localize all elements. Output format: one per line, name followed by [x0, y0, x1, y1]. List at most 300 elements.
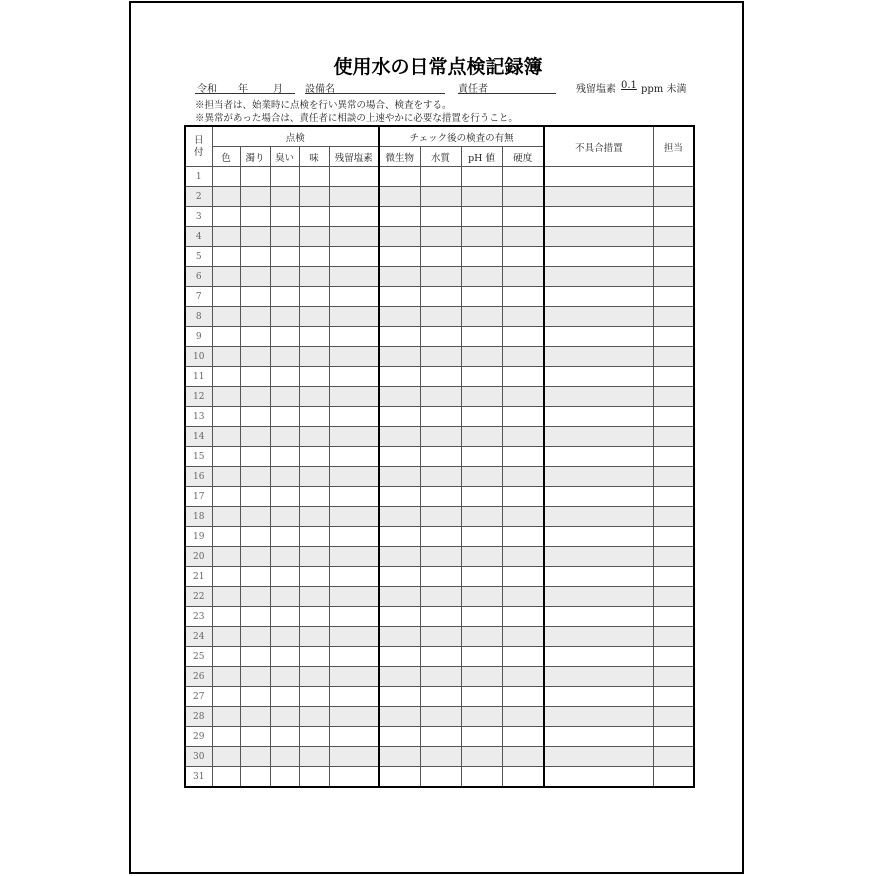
- entry-cell[interactable]: [544, 207, 653, 227]
- entry-cell[interactable]: [270, 487, 299, 507]
- entry-cell[interactable]: [420, 207, 461, 227]
- entry-cell[interactable]: [544, 347, 653, 367]
- entry-cell[interactable]: [212, 627, 240, 647]
- entry-cell[interactable]: [212, 747, 240, 767]
- entry-cell[interactable]: [299, 207, 329, 227]
- entry-cell[interactable]: [653, 727, 694, 747]
- entry-cell[interactable]: [544, 627, 653, 647]
- entry-cell[interactable]: [270, 427, 299, 447]
- entry-cell[interactable]: [240, 327, 270, 347]
- entry-cell[interactable]: [240, 767, 270, 788]
- entry-cell[interactable]: [653, 467, 694, 487]
- entry-cell[interactable]: [212, 167, 240, 187]
- entry-cell[interactable]: [502, 407, 544, 427]
- entry-cell[interactable]: [420, 167, 461, 187]
- entry-cell[interactable]: [544, 487, 653, 507]
- entry-cell[interactable]: [379, 687, 420, 707]
- entry-cell[interactable]: [653, 747, 694, 767]
- entry-cell[interactable]: [270, 507, 299, 527]
- entry-cell[interactable]: [420, 327, 461, 347]
- entry-cell[interactable]: [420, 647, 461, 667]
- entry-cell[interactable]: [461, 707, 502, 727]
- entry-cell[interactable]: [270, 627, 299, 647]
- entry-cell[interactable]: [299, 307, 329, 327]
- entry-cell[interactable]: [329, 687, 379, 707]
- entry-cell[interactable]: [240, 647, 270, 667]
- entry-cell[interactable]: [240, 447, 270, 467]
- entry-cell[interactable]: [212, 567, 240, 587]
- entry-cell[interactable]: [544, 747, 653, 767]
- entry-cell[interactable]: [329, 347, 379, 367]
- entry-cell[interactable]: [329, 247, 379, 267]
- entry-cell[interactable]: [653, 527, 694, 547]
- entry-cell[interactable]: [379, 347, 420, 367]
- entry-cell[interactable]: [502, 387, 544, 407]
- entry-cell[interactable]: [212, 207, 240, 227]
- entry-cell[interactable]: [544, 247, 653, 267]
- entry-cell[interactable]: [212, 367, 240, 387]
- entry-cell[interactable]: [270, 667, 299, 687]
- entry-cell[interactable]: [502, 747, 544, 767]
- entry-cell[interactable]: [379, 567, 420, 587]
- entry-cell[interactable]: [379, 507, 420, 527]
- entry-cell[interactable]: [379, 667, 420, 687]
- entry-cell[interactable]: [379, 707, 420, 727]
- entry-cell[interactable]: [653, 647, 694, 667]
- entry-cell[interactable]: [653, 367, 694, 387]
- entry-cell[interactable]: [270, 347, 299, 367]
- entry-cell[interactable]: [502, 767, 544, 788]
- entry-cell[interactable]: [544, 407, 653, 427]
- entry-cell[interactable]: [544, 167, 653, 187]
- entry-cell[interactable]: [502, 547, 544, 567]
- entry-cell[interactable]: [240, 367, 270, 387]
- entry-cell[interactable]: [270, 267, 299, 287]
- entry-cell[interactable]: [544, 707, 653, 727]
- entry-cell[interactable]: [379, 747, 420, 767]
- entry-cell[interactable]: [329, 467, 379, 487]
- entry-cell[interactable]: [461, 547, 502, 567]
- entry-cell[interactable]: [240, 507, 270, 527]
- entry-cell[interactable]: [544, 587, 653, 607]
- entry-cell[interactable]: [420, 307, 461, 327]
- entry-cell[interactable]: [379, 487, 420, 507]
- manager-field-line[interactable]: [458, 93, 556, 94]
- entry-cell[interactable]: [212, 427, 240, 447]
- entry-cell[interactable]: [653, 607, 694, 627]
- entry-cell[interactable]: [212, 547, 240, 567]
- entry-cell[interactable]: [420, 547, 461, 567]
- entry-cell[interactable]: [502, 607, 544, 627]
- entry-cell[interactable]: [544, 187, 653, 207]
- facility-field-line[interactable]: [305, 93, 445, 94]
- entry-cell[interactable]: [329, 167, 379, 187]
- entry-cell[interactable]: [502, 727, 544, 747]
- entry-cell[interactable]: [420, 747, 461, 767]
- entry-cell[interactable]: [544, 507, 653, 527]
- entry-cell[interactable]: [420, 447, 461, 467]
- entry-cell[interactable]: [544, 447, 653, 467]
- entry-cell[interactable]: [212, 587, 240, 607]
- entry-cell[interactable]: [240, 667, 270, 687]
- entry-cell[interactable]: [270, 607, 299, 627]
- entry-cell[interactable]: [653, 347, 694, 367]
- entry-cell[interactable]: [653, 667, 694, 687]
- entry-cell[interactable]: [420, 627, 461, 647]
- entry-cell[interactable]: [240, 427, 270, 447]
- entry-cell[interactable]: [299, 447, 329, 467]
- entry-cell[interactable]: [329, 287, 379, 307]
- entry-cell[interactable]: [653, 627, 694, 647]
- entry-cell[interactable]: [329, 627, 379, 647]
- entry-cell[interactable]: [212, 187, 240, 207]
- entry-cell[interactable]: [502, 307, 544, 327]
- entry-cell[interactable]: [212, 767, 240, 788]
- entry-cell[interactable]: [270, 547, 299, 567]
- entry-cell[interactable]: [270, 687, 299, 707]
- entry-cell[interactable]: [379, 187, 420, 207]
- entry-cell[interactable]: [420, 607, 461, 627]
- entry-cell[interactable]: [653, 247, 694, 267]
- entry-cell[interactable]: [653, 687, 694, 707]
- entry-cell[interactable]: [461, 247, 502, 267]
- entry-cell[interactable]: [329, 387, 379, 407]
- entry-cell[interactable]: [329, 607, 379, 627]
- entry-cell[interactable]: [502, 587, 544, 607]
- entry-cell[interactable]: [653, 447, 694, 467]
- entry-cell[interactable]: [544, 527, 653, 547]
- entry-cell[interactable]: [502, 327, 544, 347]
- entry-cell[interactable]: [329, 327, 379, 347]
- entry-cell[interactable]: [299, 547, 329, 567]
- entry-cell[interactable]: [270, 287, 299, 307]
- entry-cell[interactable]: [212, 507, 240, 527]
- entry-cell[interactable]: [461, 467, 502, 487]
- entry-cell[interactable]: [461, 727, 502, 747]
- entry-cell[interactable]: [299, 467, 329, 487]
- entry-cell[interactable]: [544, 547, 653, 567]
- entry-cell[interactable]: [299, 427, 329, 447]
- entry-cell[interactable]: [212, 687, 240, 707]
- entry-cell[interactable]: [212, 667, 240, 687]
- entry-cell[interactable]: [329, 267, 379, 287]
- entry-cell[interactable]: [502, 367, 544, 387]
- entry-cell[interactable]: [299, 507, 329, 527]
- entry-cell[interactable]: [299, 167, 329, 187]
- entry-cell[interactable]: [420, 507, 461, 527]
- entry-cell[interactable]: [240, 467, 270, 487]
- entry-cell[interactable]: [461, 567, 502, 587]
- entry-cell[interactable]: [502, 347, 544, 367]
- entry-cell[interactable]: [212, 387, 240, 407]
- entry-cell[interactable]: [270, 207, 299, 227]
- entry-cell[interactable]: [544, 687, 653, 707]
- entry-cell[interactable]: [212, 407, 240, 427]
- entry-cell[interactable]: [299, 347, 329, 367]
- entry-cell[interactable]: [544, 767, 653, 788]
- entry-cell[interactable]: [653, 207, 694, 227]
- entry-cell[interactable]: [653, 187, 694, 207]
- entry-cell[interactable]: [299, 607, 329, 627]
- entry-cell[interactable]: [502, 187, 544, 207]
- entry-cell[interactable]: [379, 307, 420, 327]
- entry-cell[interactable]: [379, 527, 420, 547]
- entry-cell[interactable]: [653, 427, 694, 447]
- entry-cell[interactable]: [653, 487, 694, 507]
- entry-cell[interactable]: [379, 327, 420, 347]
- entry-cell[interactable]: [212, 727, 240, 747]
- entry-cell[interactable]: [212, 307, 240, 327]
- entry-cell[interactable]: [299, 767, 329, 788]
- entry-cell[interactable]: [329, 427, 379, 447]
- entry-cell[interactable]: [240, 627, 270, 647]
- entry-cell[interactable]: [461, 747, 502, 767]
- entry-cell[interactable]: [502, 627, 544, 647]
- entry-cell[interactable]: [299, 487, 329, 507]
- entry-cell[interactable]: [240, 167, 270, 187]
- entry-cell[interactable]: [502, 687, 544, 707]
- entry-cell[interactable]: [461, 427, 502, 447]
- entry-cell[interactable]: [240, 227, 270, 247]
- entry-cell[interactable]: [299, 387, 329, 407]
- entry-cell[interactable]: [299, 227, 329, 247]
- entry-cell[interactable]: [544, 607, 653, 627]
- entry-cell[interactable]: [270, 727, 299, 747]
- entry-cell[interactable]: [379, 267, 420, 287]
- entry-cell[interactable]: [299, 367, 329, 387]
- entry-cell[interactable]: [502, 567, 544, 587]
- entry-cell[interactable]: [240, 267, 270, 287]
- entry-cell[interactable]: [240, 307, 270, 327]
- entry-cell[interactable]: [502, 227, 544, 247]
- entry-cell[interactable]: [299, 327, 329, 347]
- entry-cell[interactable]: [544, 367, 653, 387]
- entry-cell[interactable]: [299, 707, 329, 727]
- entry-cell[interactable]: [329, 227, 379, 247]
- entry-cell[interactable]: [299, 407, 329, 427]
- entry-cell[interactable]: [240, 707, 270, 727]
- entry-cell[interactable]: [212, 707, 240, 727]
- entry-cell[interactable]: [420, 467, 461, 487]
- entry-cell[interactable]: [544, 287, 653, 307]
- entry-cell[interactable]: [502, 167, 544, 187]
- entry-cell[interactable]: [329, 207, 379, 227]
- entry-cell[interactable]: [270, 407, 299, 427]
- entry-cell[interactable]: [270, 367, 299, 387]
- entry-cell[interactable]: [240, 207, 270, 227]
- entry-cell[interactable]: [299, 667, 329, 687]
- entry-cell[interactable]: [329, 747, 379, 767]
- entry-cell[interactable]: [461, 627, 502, 647]
- entry-cell[interactable]: [653, 167, 694, 187]
- entry-cell[interactable]: [270, 187, 299, 207]
- entry-cell[interactable]: [420, 527, 461, 547]
- entry-cell[interactable]: [502, 427, 544, 447]
- entry-cell[interactable]: [240, 247, 270, 267]
- entry-cell[interactable]: [299, 287, 329, 307]
- entry-cell[interactable]: [379, 247, 420, 267]
- entry-cell[interactable]: [502, 247, 544, 267]
- entry-cell[interactable]: [653, 387, 694, 407]
- entry-cell[interactable]: [299, 747, 329, 767]
- entry-cell[interactable]: [329, 487, 379, 507]
- entry-cell[interactable]: [270, 587, 299, 607]
- entry-cell[interactable]: [299, 627, 329, 647]
- entry-cell[interactable]: [379, 547, 420, 567]
- entry-cell[interactable]: [502, 647, 544, 667]
- entry-cell[interactable]: [299, 247, 329, 267]
- entry-cell[interactable]: [502, 507, 544, 527]
- entry-cell[interactable]: [461, 267, 502, 287]
- entry-cell[interactable]: [420, 427, 461, 447]
- entry-cell[interactable]: [461, 287, 502, 307]
- entry-cell[interactable]: [461, 667, 502, 687]
- entry-cell[interactable]: [653, 767, 694, 788]
- entry-cell[interactable]: [299, 587, 329, 607]
- entry-cell[interactable]: [653, 227, 694, 247]
- entry-cell[interactable]: [270, 447, 299, 467]
- entry-cell[interactable]: [379, 387, 420, 407]
- entry-cell[interactable]: [329, 527, 379, 547]
- entry-cell[interactable]: [379, 627, 420, 647]
- entry-cell[interactable]: [379, 227, 420, 247]
- entry-cell[interactable]: [461, 347, 502, 367]
- entry-cell[interactable]: [329, 667, 379, 687]
- entry-cell[interactable]: [212, 287, 240, 307]
- entry-cell[interactable]: [420, 247, 461, 267]
- entry-cell[interactable]: [544, 727, 653, 747]
- entry-cell[interactable]: [502, 467, 544, 487]
- entry-cell[interactable]: [544, 667, 653, 687]
- entry-cell[interactable]: [299, 727, 329, 747]
- entry-cell[interactable]: [329, 507, 379, 527]
- entry-cell[interactable]: [379, 367, 420, 387]
- entry-cell[interactable]: [420, 407, 461, 427]
- entry-cell[interactable]: [420, 287, 461, 307]
- entry-cell[interactable]: [270, 707, 299, 727]
- entry-cell[interactable]: [240, 287, 270, 307]
- entry-cell[interactable]: [240, 607, 270, 627]
- entry-cell[interactable]: [544, 387, 653, 407]
- entry-cell[interactable]: [240, 567, 270, 587]
- entry-cell[interactable]: [544, 227, 653, 247]
- entry-cell[interactable]: [270, 527, 299, 547]
- entry-cell[interactable]: [461, 407, 502, 427]
- entry-cell[interactable]: [240, 547, 270, 567]
- entry-cell[interactable]: [544, 567, 653, 587]
- entry-cell[interactable]: [420, 267, 461, 287]
- entry-cell[interactable]: [502, 667, 544, 687]
- entry-cell[interactable]: [379, 447, 420, 467]
- entry-cell[interactable]: [461, 647, 502, 667]
- entry-cell[interactable]: [420, 367, 461, 387]
- entry-cell[interactable]: [329, 727, 379, 747]
- entry-cell[interactable]: [240, 527, 270, 547]
- entry-cell[interactable]: [502, 267, 544, 287]
- entry-cell[interactable]: [461, 447, 502, 467]
- entry-cell[interactable]: [544, 647, 653, 667]
- entry-cell[interactable]: [544, 467, 653, 487]
- entry-cell[interactable]: [461, 767, 502, 788]
- entry-cell[interactable]: [461, 527, 502, 547]
- entry-cell[interactable]: [653, 567, 694, 587]
- entry-cell[interactable]: [270, 467, 299, 487]
- entry-cell[interactable]: [461, 327, 502, 347]
- entry-cell[interactable]: [329, 707, 379, 727]
- entry-cell[interactable]: [212, 327, 240, 347]
- entry-cell[interactable]: [270, 567, 299, 587]
- entry-cell[interactable]: [270, 167, 299, 187]
- entry-cell[interactable]: [653, 327, 694, 347]
- entry-cell[interactable]: [329, 567, 379, 587]
- entry-cell[interactable]: [212, 527, 240, 547]
- entry-cell[interactable]: [212, 247, 240, 267]
- entry-cell[interactable]: [270, 647, 299, 667]
- entry-cell[interactable]: [420, 687, 461, 707]
- entry-cell[interactable]: [270, 747, 299, 767]
- entry-cell[interactable]: [329, 367, 379, 387]
- entry-cell[interactable]: [653, 287, 694, 307]
- entry-cell[interactable]: [329, 407, 379, 427]
- entry-cell[interactable]: [270, 767, 299, 788]
- entry-cell[interactable]: [329, 767, 379, 788]
- entry-cell[interactable]: [240, 387, 270, 407]
- entry-cell[interactable]: [653, 707, 694, 727]
- entry-cell[interactable]: [212, 487, 240, 507]
- entry-cell[interactable]: [379, 407, 420, 427]
- entry-cell[interactable]: [329, 447, 379, 467]
- entry-cell[interactable]: [299, 527, 329, 547]
- entry-cell[interactable]: [420, 727, 461, 747]
- entry-cell[interactable]: [299, 267, 329, 287]
- entry-cell[interactable]: [299, 687, 329, 707]
- entry-cell[interactable]: [502, 707, 544, 727]
- entry-cell[interactable]: [299, 567, 329, 587]
- entry-cell[interactable]: [240, 347, 270, 367]
- entry-cell[interactable]: [212, 267, 240, 287]
- entry-cell[interactable]: [653, 507, 694, 527]
- entry-cell[interactable]: [379, 207, 420, 227]
- entry-cell[interactable]: [270, 307, 299, 327]
- entry-cell[interactable]: [653, 587, 694, 607]
- entry-cell[interactable]: [544, 307, 653, 327]
- entry-cell[interactable]: [461, 167, 502, 187]
- entry-cell[interactable]: [329, 587, 379, 607]
- entry-cell[interactable]: [212, 467, 240, 487]
- entry-cell[interactable]: [544, 427, 653, 447]
- entry-cell[interactable]: [461, 487, 502, 507]
- entry-cell[interactable]: [379, 607, 420, 627]
- entry-cell[interactable]: [461, 587, 502, 607]
- entry-cell[interactable]: [420, 187, 461, 207]
- entry-cell[interactable]: [329, 547, 379, 567]
- entry-cell[interactable]: [461, 227, 502, 247]
- entry-cell[interactable]: [299, 647, 329, 667]
- entry-cell[interactable]: [379, 727, 420, 747]
- entry-cell[interactable]: [544, 327, 653, 347]
- entry-cell[interactable]: [212, 607, 240, 627]
- entry-cell[interactable]: [653, 407, 694, 427]
- entry-cell[interactable]: [653, 547, 694, 567]
- entry-cell[interactable]: [420, 667, 461, 687]
- entry-cell[interactable]: [379, 647, 420, 667]
- entry-cell[interactable]: [379, 587, 420, 607]
- entry-cell[interactable]: [502, 287, 544, 307]
- entry-cell[interactable]: [329, 187, 379, 207]
- entry-cell[interactable]: [653, 307, 694, 327]
- entry-cell[interactable]: [240, 587, 270, 607]
- entry-cell[interactable]: [270, 247, 299, 267]
